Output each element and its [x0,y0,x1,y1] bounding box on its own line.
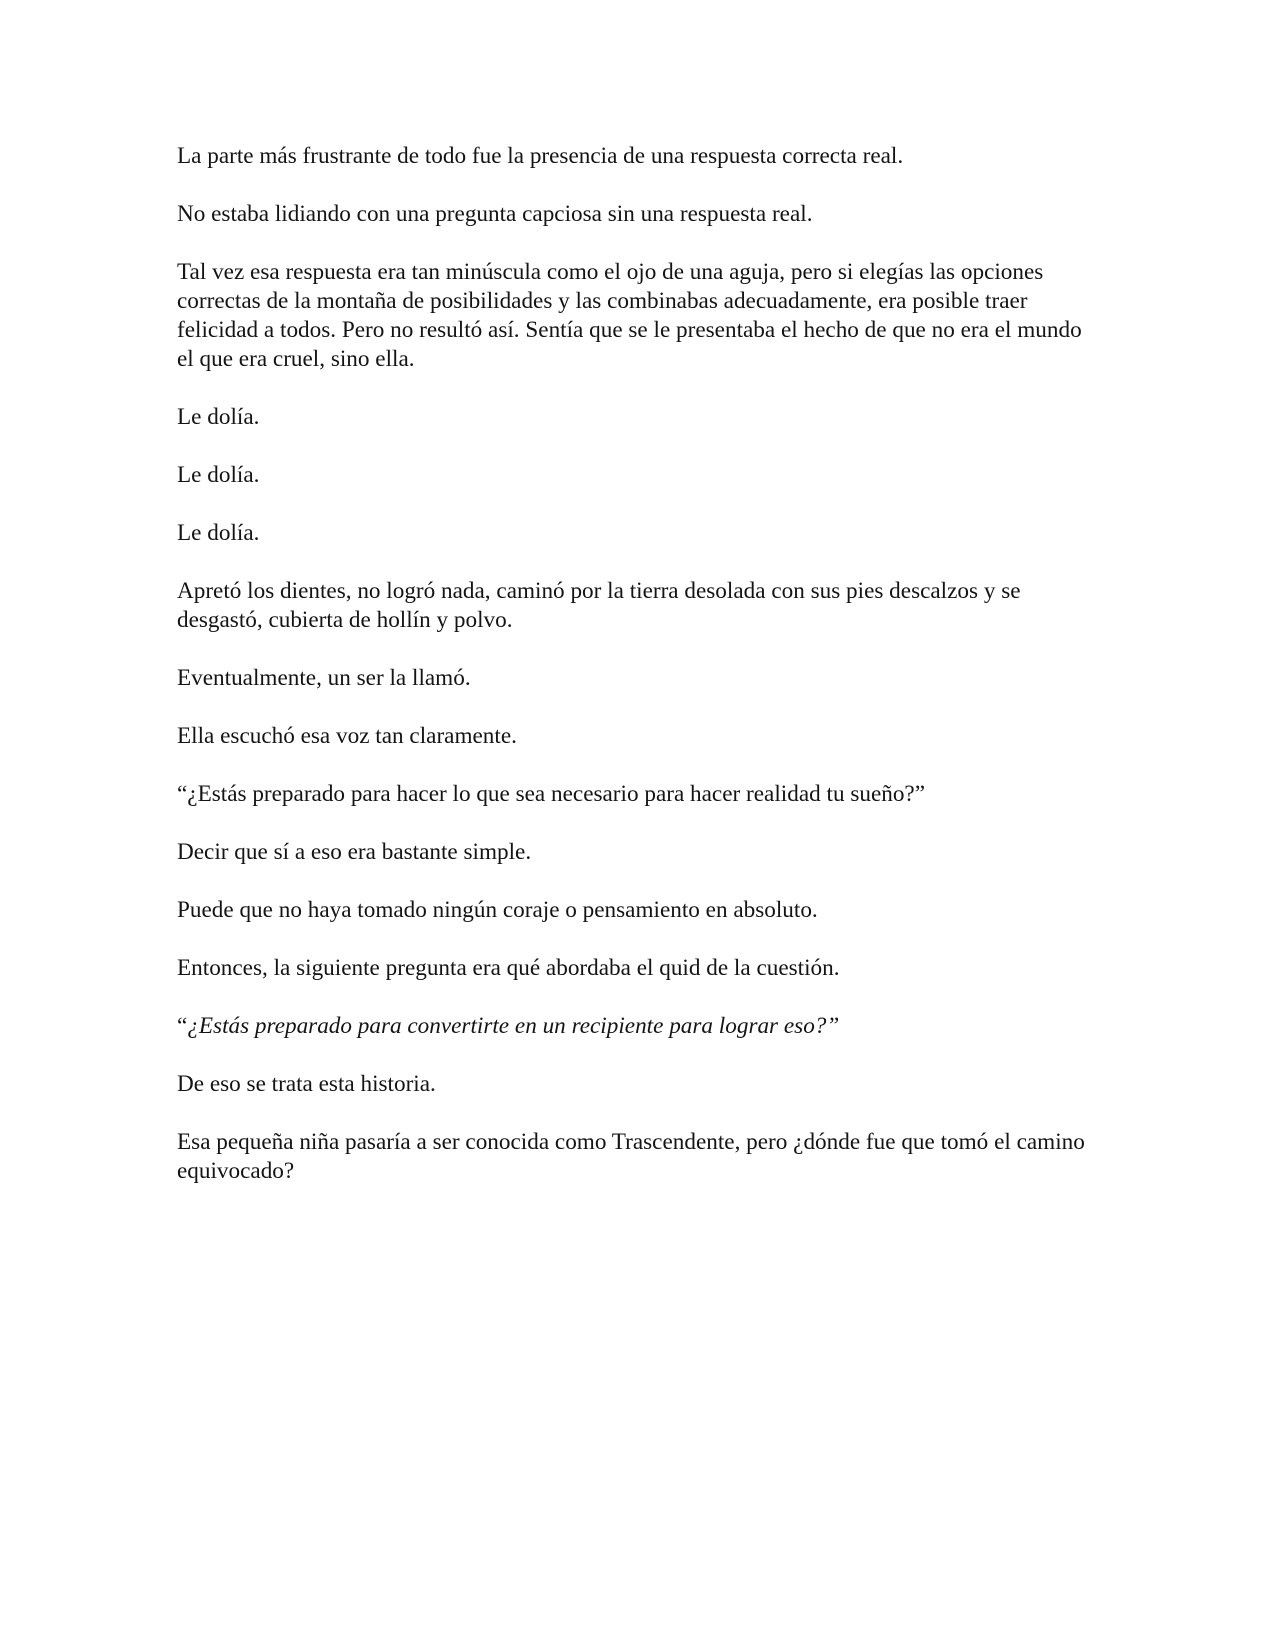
italic-quote-text: ¿Estás preparado para convertirte en un recipiente para lograr eso?” [187,1013,840,1039]
paragraph: Tal vez esa respuesta era tan minúscula como el ojo de una aguja, pero si elegías las opciones correctas de la montaña de posibilidades y las combinabas adecuadamente, era posible traer felicidad a todos. Pero no resultó así. Sentía que se le presentaba el hecho de que no era el mundo el que era cruel, sino ella. [177,259,1082,372]
paragraph: Eventualmente, un ser la llamó. [177,665,471,691]
paragraph: La parte más frustrante de todo fue la presencia de una respuesta correcta real. [177,143,904,169]
dialogue-paragraph: “¿Estás preparado para hacer lo que sea necesario para hacer realidad tu sueño?” [177,781,926,807]
paragraph: Le dolía. [177,404,260,430]
paragraph: Esa pequeña niña pasaría a ser conocida como Trascendente, pero ¿dónde fue que tomó el camino equivocado? [177,1129,1085,1184]
paragraph: Entonces, la siguiente pregunta era qué abordaba el quid de la cuestión. [177,955,840,981]
paragraph: Ella escuchó esa voz tan claramente. [177,723,517,749]
paragraph: No estaba lidiando con una pregunta capciosa sin una respuesta real. [177,201,813,227]
paragraph: Decir que sí a eso era bastante simple. [177,839,532,865]
quote-open-mark: “ [177,1013,188,1039]
paragraph: Le dolía. [177,520,260,546]
paragraph: Puede que no haya tomado ningún coraje o pensamiento en absoluto. [177,897,818,923]
paragraph: Le dolía. [177,462,260,488]
document-page [177,142,1097,1186]
italic-dialogue-paragraph [177,1012,1097,1041]
paragraph: De eso se trata esta historia. [177,1071,436,1097]
paragraph: Apretó los dientes, no logró nada, caminó por la tierra desolada con sus pies descalzos y se desgastó, cubierta de hollín y polvo. [177,578,1021,633]
